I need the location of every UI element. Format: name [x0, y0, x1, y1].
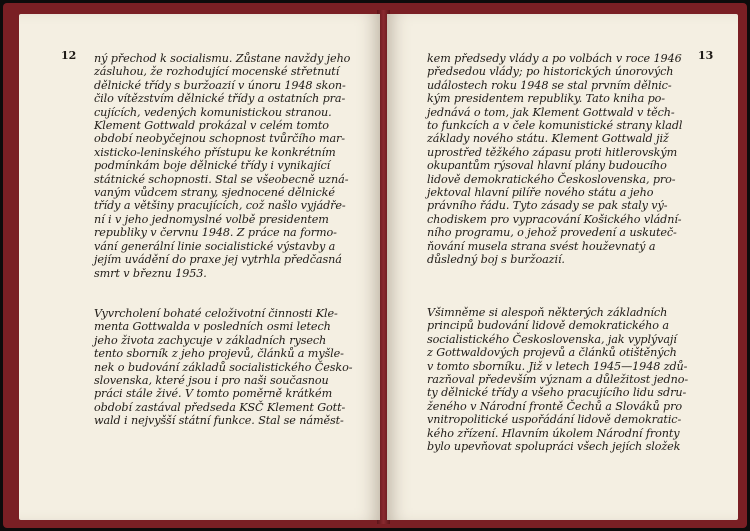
page-number: 12 [61, 49, 77, 62]
paragraph: Vyvrcholení bohaté celoživotní činnosti Kle- menta Gottwalda v posledních osmi letech jeho života zachycuje v základních rysech tento sborník z jeho projevů, článků a myšle- nek o budování základů socialistického Česko- slovenska, které jsou i pro naši současnou práci stále živé. V tomto poměrně krátkém období zastával předseda KSČ Klement Gott- wald i nejvyšší státní funkce. Stal se náměst- [94, 307, 353, 428]
left-page [19, 14, 380, 520]
right-page [387, 14, 738, 520]
paragraph: ný přechod k socialismu. Zůstane navždy jeho zásluhou, že rozhodující mocenské střetnutí dělnické třídy s buržoazií v únoru 1948 skon- čilo vítězstvím dělnické třídy a ostatních pra- cujících, vedených komunistickou stranou. Klement Gottwald prokázal v celém tomto období neobyčejnou schopnost tvůrčího mar- xisticko-leninského přístupu ke konkrétním podmínkám boje dělnické třídy i vynikající státnické schopnosti. Stal se všeobecně uzná- vaným vůdcem strany, sjednocené dělnické třídy a většiny pracujících, což našlo vyjádře- ní i v jeho jednomyslné volbě presidentem republiky v červnu 1948. Z práce na formo- vání generální linie socialistické výstavby a jejím uvádění do praxe jej vytrhla předčasná smrt v březnu 1953. [94, 52, 351, 280]
paragraph: kem předsedy vlády a po volbách v roce 1946 předsedou vlády; po historických únorových událostech roku 1948 se stal prvním dělnic- kým presidentem republiky. Tato kniha po- jednává o tom, jak Klement Gottwald v těch- to funkcích a v čele komunistické strany kladl základy nového státu. Klement Gottwald již uprostřed těžkého zápasu proti hitlerovským okupantům rýsoval hlavní plány budoucího lidově demokratického Československa, pro- jektoval hlavní pilíře nového státu a jeho právního řádu. Tyto zásady se pak staly vý- chodiskem pro vypracování Košického vládní- ního programu, o jehož provedení a uskuteč- ňování musela strana svést houževnatý a důsledný boj s buržoazií. [427, 52, 683, 267]
page-number: 13 [698, 49, 714, 62]
paragraph: Všimněme si alespoň některých základních principů budování lidově demokratického a socialistického Československa, jak vyplývají z Gottwaldových projevů a článků otištěných v tomto sborníku. Již v letech 1945—1948 zdů- razňoval především význam a důležitost jedno- ty dělnické třídy a všeho pracujícího lidu sdru- ženého v Národní frontě Čechů a Slováků pro vnitropolitické uspořádání lidově demokratic- kého zřízení. Hlavním úkolem Národní fronty bylo upevňovat spolupráci všech jejích složek [427, 306, 689, 454]
